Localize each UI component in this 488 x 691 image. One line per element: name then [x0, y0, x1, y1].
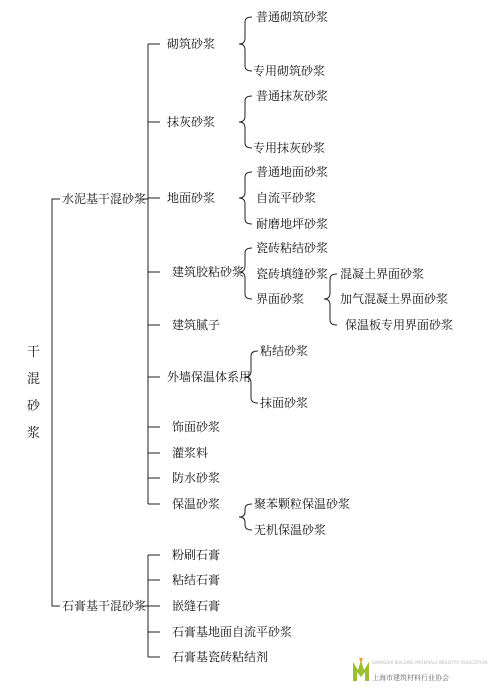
node-gypsum-tile-adhesive: 石膏基瓷砖粘结剂: [172, 650, 269, 664]
node-decorative-mortar: 饰面砂浆: [172, 420, 221, 434]
leaf-eps-insulation: 聚苯颗粒保温砂浆: [254, 497, 351, 511]
node-eifs: 外墙保温体系用: [167, 370, 252, 384]
node-masonry-mortar: 砌筑砂浆: [167, 37, 216, 51]
node-insulation-mortar: 保温砂浆: [172, 497, 221, 511]
leaf-masonry-ordinary: 普通砌筑砂浆: [256, 10, 329, 24]
leaf-inorganic-insulation: 无机保温砂浆: [254, 523, 327, 537]
leaf-floor-ordinary: 普通地面砂浆: [256, 165, 329, 179]
leaf-eifs-adhesive: 粘结砂浆: [260, 344, 309, 358]
node-plaster-gypsum: 粉刷石膏: [172, 548, 221, 562]
leaf-self-leveling: 自流平砂浆: [256, 191, 317, 205]
node-joint-gypsum: 嵌缝石膏: [172, 599, 221, 613]
node-building-putty: 建筑腻子: [172, 318, 221, 332]
leaf-masonry-special: 专用砌筑砂浆: [253, 64, 326, 78]
root-label-char-1: 干: [27, 345, 41, 360]
root-label-char-2: 混: [27, 372, 41, 387]
node-tile-adhesive-mortar: 建筑胶粘砂浆: [172, 265, 245, 279]
association-logo: [352, 656, 488, 686]
node-grout: 灌浆料: [172, 446, 209, 460]
node-bonding-gypsum: 粘结石膏: [172, 573, 221, 587]
leaf-plaster-special: 专用抹灰砂浆: [253, 141, 326, 155]
leaf-plaster-ordinary: 普通抹灰砂浆: [256, 89, 329, 103]
leaf-aerated-concrete-interface: 加气混凝土界面砂浆: [340, 292, 449, 306]
leaf-tile-grout: 瓷砖填缝砂浆: [256, 267, 329, 281]
association-logo-text: 上海市建筑材料行业协会: [372, 674, 449, 682]
node-waterproof-mortar: 防水砂浆: [172, 471, 221, 485]
node-gypsum-self-leveling: 石膏基地面自流平砂浆: [172, 625, 293, 639]
leaf-tile-adhesive: 瓷砖粘结砂浆: [256, 241, 329, 255]
root-label-char-4: 浆: [27, 426, 41, 441]
leaf-interface-mortar: 界面砂浆: [256, 292, 305, 306]
category-cement-based: 水泥基干混砂浆: [62, 192, 147, 206]
root-label-char-3: 砂: [27, 399, 41, 414]
association-logo-fine-print: SHANGHAI BUILDING MATERIALS INDUSTRY ASSOCIATION: [372, 660, 488, 665]
category-gypsum-based: 石膏基干混砂浆: [62, 599, 147, 613]
association-logo-icon: [352, 656, 370, 682]
node-floor-mortar: 地面砂浆: [167, 191, 216, 205]
leaf-insulation-board-interface: 保温板专用界面砂浆: [345, 318, 454, 332]
leaf-concrete-interface: 混凝土界面砂浆: [340, 267, 425, 281]
leaf-wear-resistant-floor: 耐磨地坪砂浆: [256, 217, 329, 231]
node-plaster-mortar: 抹灰砂浆: [167, 115, 216, 129]
leaf-eifs-base-coat: 抹面砂浆: [260, 396, 309, 410]
